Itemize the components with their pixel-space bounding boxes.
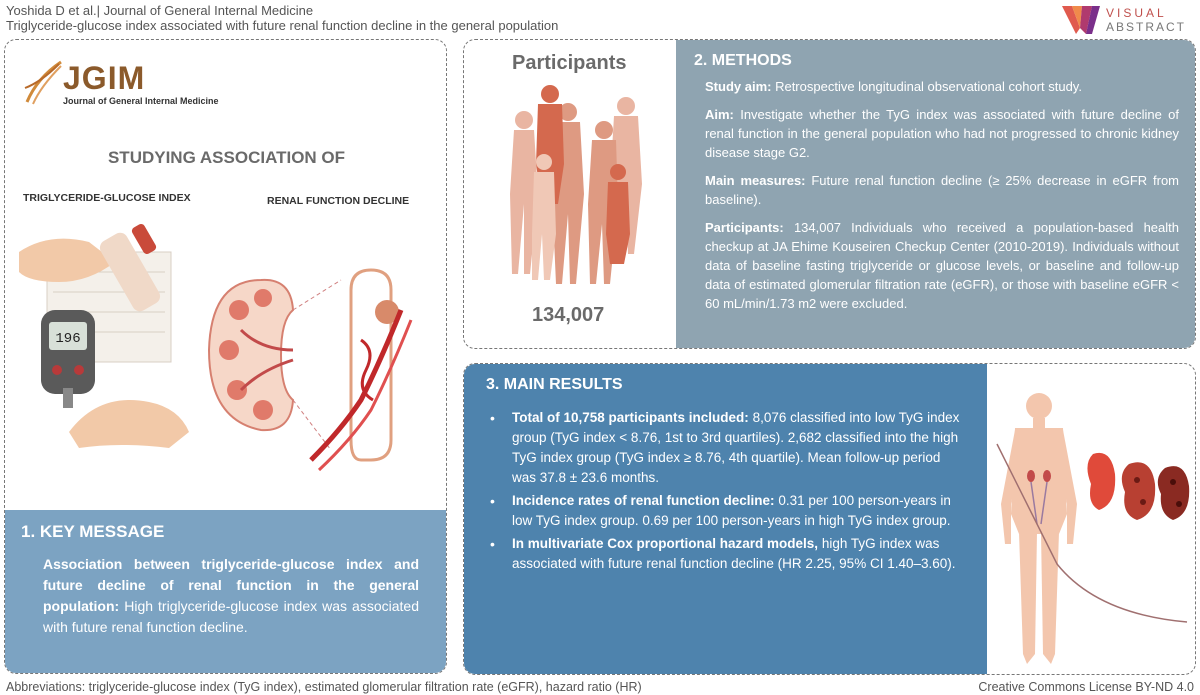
brand-word-visual: VISUAL	[1106, 6, 1167, 20]
results-item	[486, 534, 966, 574]
methods-item-text: Future renal function decline (≥ 25% decrease in eGFR from baseline).	[705, 173, 1180, 207]
results-panel	[463, 363, 1196, 675]
journal-logo-icon	[23, 58, 63, 106]
visual-abstract-brand	[1062, 4, 1194, 36]
results-item-text: 0.31 per 100 person-years in low TyG index group. 0.69 per 100 person-years in high TyG index group.	[512, 493, 951, 528]
results-item-label: In multivariate Cox proportional hazard models,	[512, 536, 819, 551]
abbreviations: Abbreviations: triglyceride-glucose index (TyG index), estimated glomerular filtration rate (eGFR), hazard ratio (HR)	[6, 680, 642, 694]
brand-word-abstract: ABSTRACT	[1106, 20, 1187, 34]
results-title: 3. MAIN RESULTS	[486, 376, 623, 393]
journal-full-name: Journal of General Internal Medicine	[63, 96, 219, 106]
key-message-panel	[4, 39, 447, 674]
key-message-text	[43, 554, 419, 638]
methods-title: 2. METHODS	[694, 52, 792, 69]
methods-item-label: Participants:	[705, 220, 784, 235]
meter-reading: 196	[55, 331, 81, 347]
key-message-bold: Association between triglyceride-glucose index and future decline of renal function in the general population:	[43, 556, 419, 614]
results-item-text: high TyG index was associated with future renal function decline (HR 2.25, 95% CI 1.40–3.60).	[512, 536, 956, 571]
results-item-label: Total of 10,758 participants included:	[512, 410, 749, 425]
human-body-kidney-illustration	[987, 364, 1196, 675]
citation: Yoshida D et al.| Journal of General Internal Medicine	[6, 3, 314, 18]
bullet-icon: •	[490, 493, 495, 509]
va-logo-icon	[1062, 6, 1100, 34]
key-message-box	[5, 510, 447, 674]
methods-item	[705, 105, 1179, 162]
methods-box	[676, 40, 1196, 349]
glucose-meter-illustration	[19, 212, 199, 452]
page-title: Triglyceride-glucose index associated with future renal function decline in the general population	[6, 18, 559, 33]
kidney-nephron-illustration	[201, 250, 437, 480]
participants-crowd-icon	[506, 84, 646, 294]
results-item-label: Incidence rates of renal function decline:	[512, 493, 775, 508]
methods-item-label: Study aim:	[705, 79, 772, 94]
results-box	[464, 364, 987, 675]
methods-item-text: Investigate whether the TyG index was associated with future decline of renal function in the general population who had not progressed to chronic kidney disease stage G2.	[705, 107, 1179, 160]
journal-short-name: JGIM	[63, 60, 146, 96]
methods-item-label: Aim:	[705, 107, 741, 122]
methods-panel	[463, 39, 1196, 349]
methods-item-text: Retrospective longitudinal observational cohort study.	[771, 79, 1082, 94]
key-message-title: 1. KEY MESSAGE	[21, 522, 165, 541]
key-message-rest: High triglyceride-glucose index was associated with future renal function decline.	[43, 598, 419, 635]
results-item-text: 8,076 classified into low TyG index group (TyG index < 8.76, 1st to 3rd quartiles). 2,682 classified into the high TyG index group (TyG index ≥ 8.76, 4th quartile). Mean follow-up period was 37.8 ± 23.6 months.	[512, 410, 960, 485]
results-item	[486, 491, 966, 531]
tyg-label: TRIGLYCERIDE-GLUCOSE INDEX	[23, 192, 191, 204]
renal-label: RENAL FUNCTION DECLINE	[267, 195, 410, 207]
participants-count: 134,007	[532, 304, 605, 326]
bullet-icon: •	[490, 536, 495, 552]
license: Creative Commons License BY-ND 4.0	[978, 680, 1194, 694]
journal-logo	[23, 58, 223, 108]
methods-item	[705, 171, 1179, 209]
studying-heading: STUDYING ASSOCIATION OF	[107, 148, 346, 167]
results-item	[486, 408, 966, 488]
methods-item-text: 134,007 Individuals who received a population-based health checkup at JA Ehime Kouseiren Checkup Center (2010-2019). Individuals without data of baseline fasting triglyceride or glucose levels, or baseline and follow-up data of estimated glomerular filtration rate (eGFR), or those with baseline eGFR < 60 mL/min/1.73 m2 were excluded.	[705, 220, 1179, 311]
methods-item	[705, 218, 1179, 313]
methods-item	[705, 77, 1179, 96]
participants-title: Participants	[512, 52, 627, 74]
methods-item-label: Main measures:	[705, 173, 806, 188]
bullet-icon: •	[490, 410, 495, 426]
